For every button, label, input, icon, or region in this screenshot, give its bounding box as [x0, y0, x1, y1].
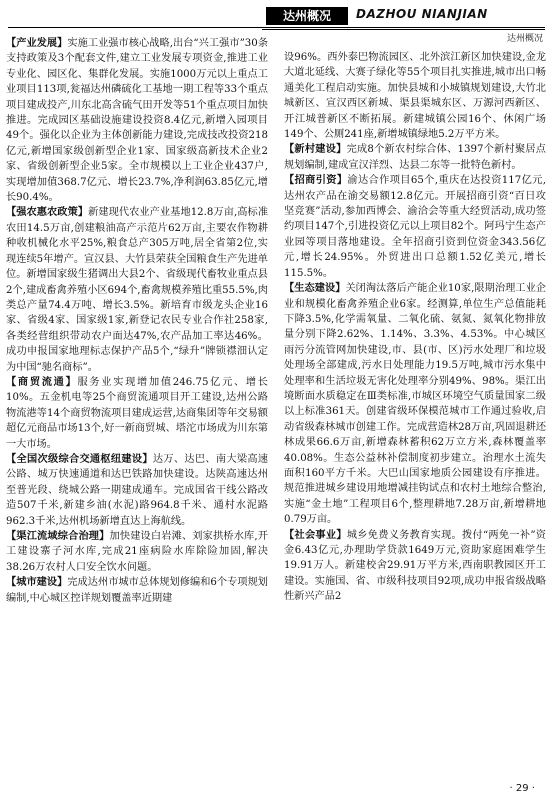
- paragraph-heading: 【新村建设】: [284, 144, 347, 156]
- paragraph-text: 服务业实现增加值246.75亿元、增长10%。五金机电等25个商贸流通项目开工建设,达州公路物流港等14个商贸物流项目建成运营,达商集团等年交易额超亿元商品市场13个,好一新商贸城、塔沱市场成为川东第一大市场。: [6, 376, 268, 450]
- right-column: [284, 50, 546, 605]
- paragraph-river: [6, 529, 268, 575]
- paragraph-text: 关闭淘汰落后产能企业10家,限期治理工业企业和规模化畜禽养殖企业6家。经测算,单位生产总值能耗下降3.5%,化学需氧量、二氧化硫、氨氮、氮氧化物排放量分别下降2.62%、1.14%、3.3%、4.53%。中心城区雨污分流管网加快建设,市、县(市、区)污水处理厂和垃圾处理场全部建成,污水日处理能力19.5万吨,城市污水集中处理率和生活垃圾无害化处理率分别49%、98%。渠江出境断面水质稳定在Ⅲ类标准,市城区环境空气质量国家二级以上标准361天。创建省级环保模范城市工作通过验收,启动省级森林城市创建工作。完成营造林28万亩,巩固退耕还林成果66.6万亩,新增森林蓄积62万立方米,森林覆盖率40.08%。生态公益林补偿制度初步建立。治理水土流失面积160平方千米。大巴山国家地质公园建设有序推进。规范推进城乡建设用地增减挂钩试点和农村土地综合整治,实施“金土地”工程项目6个,整理耕地7.28万亩,新增耕地0.79万亩。: [284, 283, 546, 526]
- header-rule-thin: [262, 29, 545, 30]
- paragraph-heading: 【商贸流通】: [6, 376, 78, 388]
- paragraph-investment: [284, 173, 546, 281]
- page-number: · 29 ·: [509, 783, 535, 794]
- paragraph-heading: 【招商引资】: [284, 175, 348, 187]
- paragraph-social: [284, 528, 546, 605]
- paragraph-heading: 【产业发展】: [6, 38, 68, 49]
- paragraph-village: [284, 142, 546, 173]
- paragraph-text: 完成8个新农村综合体、1397个新村聚居点规划编制,建成宣汉洋烈、达县二东等一批特色新村。: [284, 144, 546, 171]
- paragraph-heading: 【社会事业】: [284, 529, 347, 541]
- yearbook-title: DAZHOU NIANJIAN: [356, 7, 488, 21]
- paragraph-commerce: [6, 375, 268, 452]
- section-subtitle: 达州概况: [506, 34, 543, 44]
- paragraph-ecology: [284, 281, 546, 528]
- paragraph-transport: [6, 452, 268, 529]
- paragraph-urban-cont: [284, 50, 546, 142]
- paragraph-heading: 【城市建设】: [6, 577, 68, 589]
- paragraph-text: 新建现代农业产业基地12.8万亩,高标准农田14.5万亩,创建粮油高产示范片62万亩,主要农作物耕种收机械化水平25%,粮食总产305万吨,居全省第2位,实现连续5年增产。宣汉县、大竹县荣获全国粮食生产先进单位。新增国家级生猪调出大县2个、省级现代畜牧业重点县2个,建成畜禽养殖小区694个,畜禽规模养殖比重55.5%,肉类总产量74.4万吨、增长3.5%。新培育市级龙头企业16家、省级4家、国家级1家,新登记农民专业合作社258家,各类经营组织带动农户面达47%,农产品加工率达46%。成功申报国家地理标志保护产品5个,“绿升”牌锁襟沺认定为中国“驰名商标”。: [6, 207, 269, 373]
- paragraph-heading: 【渠江流域综合治理】: [6, 531, 110, 542]
- left-column: [6, 36, 268, 606]
- paragraph-text: 渝达合作项目65个,重庆在达投资117亿元,达州农产品在渝交易额12.8亿元。开展招商引资“百日攻坚竞赛”活动,参加西博会、渝洽会等重大经贸活动,成功签约项目147个,引进投资亿元以上项目82个。阿玛宁生态产业园等项目落地建设。全年招商引资到位资金343.56亿元,增长24.95%。外贸进出口总额1.52亿美元,增长115.5%。: [284, 175, 546, 279]
- paragraph-text: 实施工业强市核心战略,出台“兴工强市”30条支持政策及3个配套文件,建立工业发展专项资金,推进工业专业化、园区化、集群化发展。实施1000万元以上重点工业项目113项,瓮福达州磷硫化工基地一期工程等33个重点项目建成投产,川东北高含硫气田开发等51个重点项目加快推进。完成园区基础设施建设投资8.4亿元,新增入园项目49个。强化以企业为主体创新能力建设,完成技改投资218亿元,新增国家级创新型企业1家、国家级高新技术企业2家、省级创新型企业5家。全市规模以上工业企业437户,实现增加值368.7亿元、增长23.7%,净利润63.85亿元,增长90.4%。: [6, 38, 269, 204]
- paragraph-text: 完成达州市城市总体规划修编和6个专项规划编制,中心城区控详规划覆盖率近期建: [6, 577, 268, 604]
- paragraph-heading: 【强农惠农政策】: [6, 207, 89, 219]
- paragraph-heading: 【全国次级综合交通枢纽建设】: [6, 453, 153, 465]
- section-badge: 达州概况: [266, 7, 348, 25]
- paragraph-industry: [6, 36, 268, 205]
- paragraph-text: 加快建设白岩滩、刘家拱桥水库,开工建设寨子河水库,完成21座病险水库除险加固,解决38.26万农村人口安全饮水问题。: [6, 531, 268, 573]
- paragraph-heading: 【生态建设】: [284, 283, 346, 295]
- paragraph-agriculture: [6, 205, 268, 374]
- header-rule: [8, 27, 545, 28]
- paragraph-urban: [6, 575, 268, 606]
- paragraph-text: 设96%。西外泰巴物流园区、北外滨江新区加快建设,金龙大道北延线、大赛子绿化等55个项目扎实推进,城市出口畅通美化工程启动实施。加快县城和小城镇规划建设,大竹北城新区、宣汉西区新城、渠县渠城东区、万源河西新区、开江城普新区不断拓展。新建城镇公园16个、休闲广场149个、公厕241座,新增城镇绿地5.2万平方米。: [284, 52, 546, 141]
- paragraph-text: 达万、达巴、南大梁高速公路、城万快速通道和达巴铁路加快建设。达陕高速达州至普光段、绕城公路一期建成通车。完成国省干线公路改造507千米,新建乡油(水泥)路964.8千米、通村水泥路962.3千米,达州机场新增直达上海航线。: [6, 453, 268, 527]
- paragraph-text: 城乡免费义务教育实现。拨付“两免一补”资金6.43亿元,办理助学贷款1649万元,资助家庭困难学生19.91万人。新建校舍29.91万平方米,西南职教园区开工建设。实施国、省、市级科技项目92项,成功申报省级战略性新兴产品2: [284, 529, 546, 603]
